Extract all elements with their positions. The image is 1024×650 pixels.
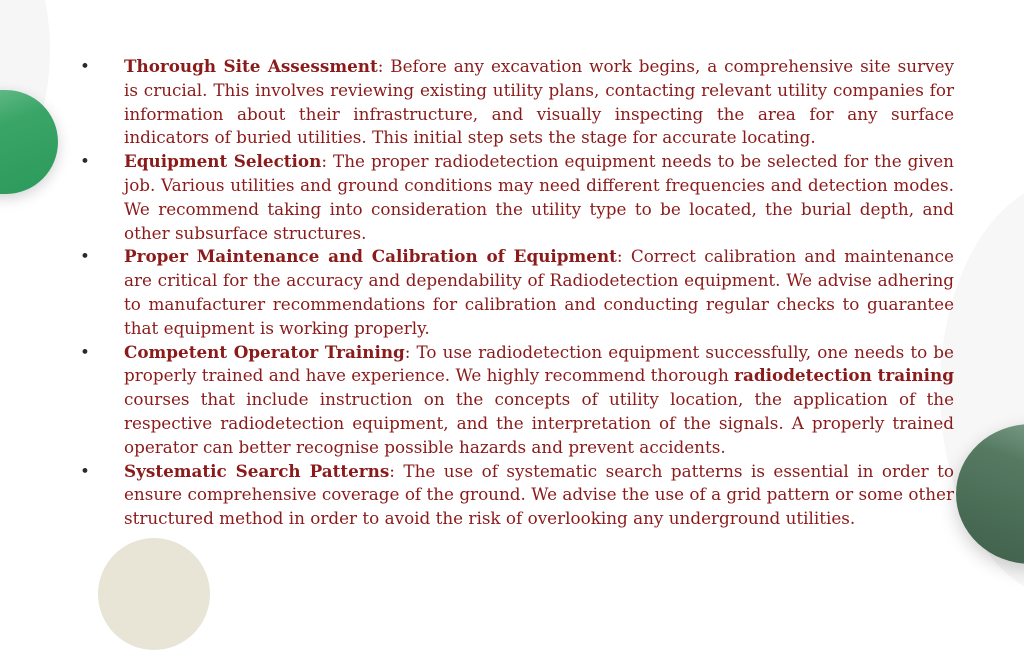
slide-content	[80, 55, 954, 531]
bullet-operator-training	[80, 341, 954, 460]
bullet-maintenance-calibration	[80, 245, 954, 340]
bullet-text: : To use radiodetection equipment successfully, one needs to be properly trained and have experience. We highly recommend thorough	[124, 341, 954, 386]
bullet-text: : Correct calibration and maintenance are critical for the accuracy and dependability of Radiodetection equipment. We advise adhering to manufacturer recommendations for calibration and conducting regular checks to guarantee that equipment is working properly.	[124, 246, 954, 338]
bullet-marker: •	[80, 341, 90, 362]
bullet-title: Thorough Site Assessment	[124, 56, 378, 76]
bullet-marker: •	[80, 56, 90, 76]
bullet-list	[80, 55, 954, 531]
bullet-title: Equipment Selection	[124, 151, 322, 172]
bullet-title: Systematic Search Patterns	[124, 460, 390, 481]
bullet-text: courses that include instruction on the concepts of utility location, the application of the respective radiodetection equipment, and the interpretation of the signals. A properly trained operator can better recognise possible hazards and prevent accidents.	[124, 389, 954, 457]
bullet-search-patterns	[80, 460, 954, 531]
bullet-marker: •	[80, 460, 90, 481]
bullet-text: : Before any excavation work begins, a comprehensive site survey is crucial. This involves reviewing existing utility plans, contacting relevant utility companies for information about their infrastructure, and visually inspecting the area for any surface indicators of buried utilities. This initial step sets the stage for accurate locating.	[124, 56, 954, 148]
bullet-title: Competent Operator Training	[124, 341, 405, 362]
bullet-site-assessment	[80, 55, 954, 150]
bullet-marker: •	[80, 151, 90, 172]
bullet-text: : The proper radiodetection equipment needs to be selected for the given job. Various utilities and ground conditions may need different frequencies and detection modes. We recommend taking into consideration the utility type to be located, the burial depth, and other subsurface structures.	[124, 151, 954, 243]
tan-circle-bottom	[98, 538, 210, 650]
bullet-marker: •	[80, 246, 90, 267]
radiodetection-training-link[interactable]: radiodetection training	[734, 365, 954, 386]
green-circle-left	[0, 90, 58, 194]
bullet-equipment-selection	[80, 150, 954, 245]
bullet-text: : The use of systematic search patterns is essential in order to ensure comprehensive coverage of the ground. We advise the use of a grid pattern or some other structured method in order to avoid the risk of overlooking any underground utilities.	[124, 460, 954, 529]
bullet-title: Proper Maintenance and Calibration of Equipment	[124, 246, 617, 267]
